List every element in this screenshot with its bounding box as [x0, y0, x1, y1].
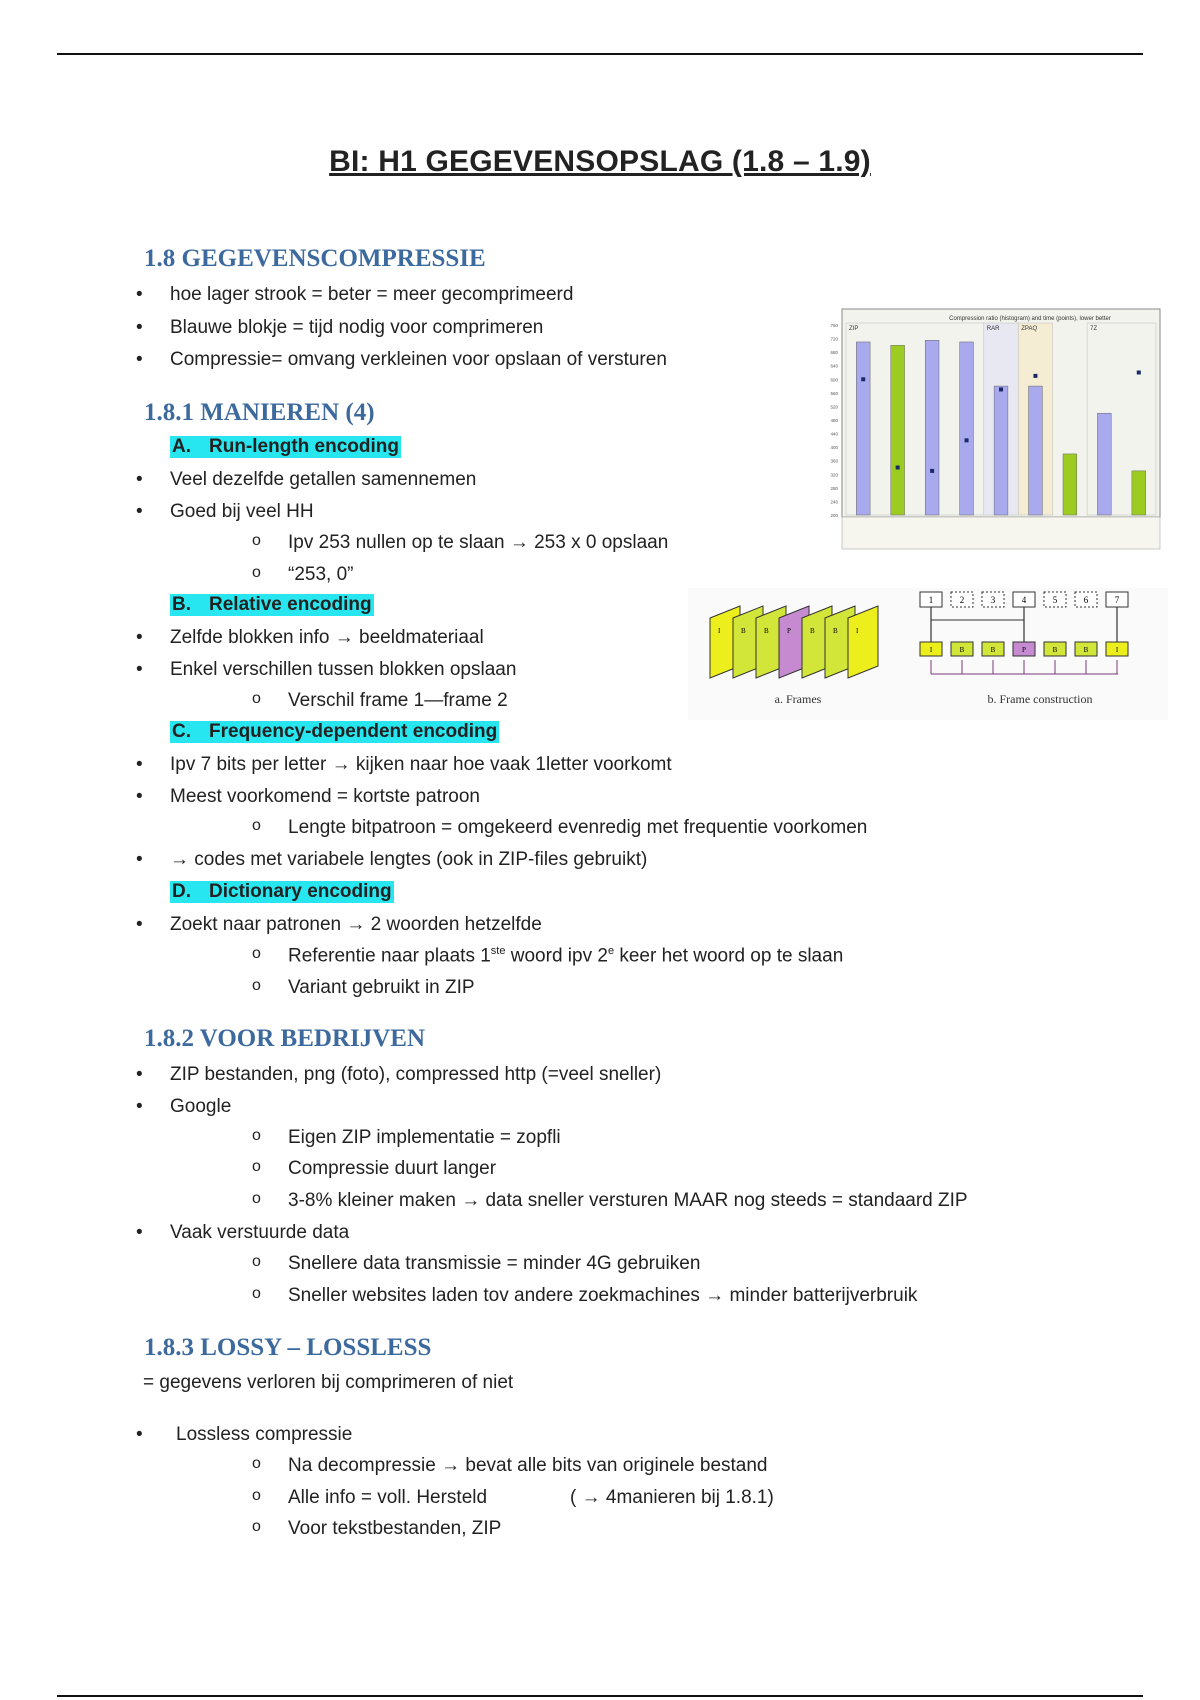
order-number: 3 [990, 595, 996, 605]
frame-block-label: I [929, 646, 933, 654]
chart-bar [1063, 454, 1077, 515]
y-tick-label: 440 [830, 431, 838, 437]
y-tick-label: 400 [830, 445, 838, 451]
method-a-label: A. Run-length encoding [172, 436, 399, 457]
frames-caption: a. Frames [774, 692, 822, 706]
chart-bar [1132, 471, 1146, 515]
frame-label: P [787, 627, 791, 635]
y-tick-label: 680 [830, 350, 838, 356]
frames-figure [688, 588, 1168, 720]
y-tick-label: 560 [830, 390, 838, 396]
y-tick-label: 240 [830, 499, 838, 505]
y-tick-label: 760 [830, 323, 838, 328]
y-tick-label: 480 [830, 418, 838, 423]
order-number: 4 [1021, 595, 1027, 605]
order-number: 1 [928, 595, 934, 605]
chart-title: Compression ratio (histogram) and time (points), lower better [949, 316, 1111, 322]
chart-bar [856, 342, 870, 515]
frame-label: B [833, 627, 838, 635]
group-label: ZPAQ [1021, 326, 1038, 332]
bottom-rule [57, 1695, 1143, 1697]
time-point [896, 466, 900, 470]
frame-label: B [764, 627, 769, 635]
time-point [999, 387, 1003, 391]
method-d-label: D. Dictionary encoding [172, 881, 392, 902]
chart-bar [960, 342, 974, 515]
chart-bar [1097, 413, 1111, 515]
time-point [930, 469, 934, 473]
compression-chart [820, 303, 1170, 553]
frame-label: B [741, 627, 746, 635]
frame-block-label: B [1052, 646, 1058, 654]
group-label: 7Z [1090, 326, 1098, 332]
y-tick-label: 640 [830, 363, 838, 369]
chart-bar [1029, 386, 1043, 515]
frame-stack [710, 606, 878, 678]
chart-bar [925, 340, 939, 515]
group-label: RAR [986, 326, 1000, 332]
frame-label: B [810, 627, 815, 635]
order-number: 2 [959, 595, 965, 605]
y-tick-label: 360 [830, 458, 838, 464]
frame-block-label: I [1115, 646, 1119, 654]
chart-bar [994, 386, 1008, 515]
y-tick-label: 280 [830, 485, 838, 491]
heading-1-8-3: 1.8.3 LOSSY – LOSSLESS [144, 1334, 432, 1361]
method-c-label: C. Frequency-dependent encoding [172, 721, 498, 742]
frame-construction-caption: b. Frame construction [987, 692, 1093, 706]
y-tick-label: 720 [830, 336, 838, 342]
heading-1-8: 1.8 GEGEVENSCOMPRESSIE [144, 245, 486, 272]
time-point [1137, 371, 1141, 375]
order-number: 5 [1052, 595, 1058, 605]
time-point [861, 377, 865, 381]
y-ticks-layer [830, 323, 838, 518]
frame-block-label: P [1022, 646, 1026, 654]
time-point [1033, 374, 1037, 378]
y-tick-label: 320 [830, 472, 838, 478]
frame-block-label: B [959, 646, 965, 654]
time-point [965, 438, 969, 442]
order-number: 7 [1114, 595, 1120, 605]
frame-label: I [856, 627, 859, 635]
method-b-label: B. Relative encoding [172, 594, 372, 615]
group-label: ZIP [849, 326, 859, 332]
frame-label: I [718, 627, 721, 635]
frame-block-label: B [990, 646, 996, 654]
y-tick-label: 520 [830, 404, 838, 410]
chart-bar [891, 345, 905, 515]
frame-block-label: B [1083, 646, 1089, 654]
y-tick-label: 200 [830, 513, 838, 518]
page-title: BI: H1 GEGEVENSOPSLAG (1.8 – 1.9) [329, 145, 871, 178]
frame-shape [848, 606, 878, 678]
lossy-intro: = gegevens verloren bij comprimeren of niet [143, 1372, 514, 1393]
top-rule [57, 53, 1143, 55]
heading-1-8-1: 1.8.1 MANIEREN (4) [144, 399, 375, 426]
y-tick-label: 600 [830, 377, 838, 383]
order-number: 6 [1083, 595, 1089, 605]
heading-1-8-2: 1.8.2 VOOR BEDRIJVEN [144, 1025, 426, 1052]
